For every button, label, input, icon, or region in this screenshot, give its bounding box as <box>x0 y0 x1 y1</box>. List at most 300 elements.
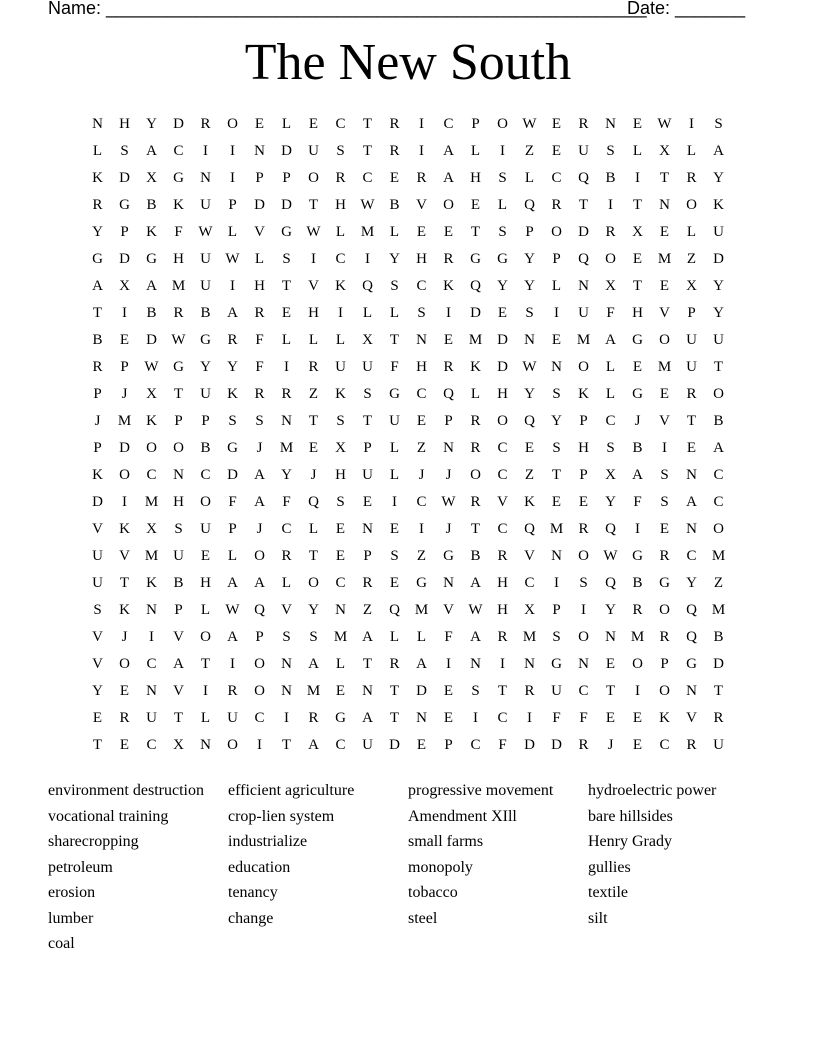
grid-letter: S <box>282 251 291 267</box>
grid-letter: P <box>120 224 129 240</box>
grid-letter: Y <box>713 278 724 294</box>
grid-letter: D <box>497 332 508 348</box>
grid-letter: T <box>281 278 292 294</box>
grid-letter: T <box>362 143 373 159</box>
grid-letter: G <box>281 224 292 240</box>
grid-letter: M <box>144 548 159 564</box>
grid-letter: L <box>470 143 481 159</box>
grid-letter: U <box>335 359 346 375</box>
page-title: The New South <box>244 34 572 91</box>
grid-letter: J <box>121 629 128 645</box>
grid-letter: Q <box>686 629 697 645</box>
grid-letter: C <box>173 143 184 159</box>
grid-letter: J <box>256 521 263 537</box>
grid-letter: S <box>255 413 264 429</box>
grid-letter: R <box>200 116 211 132</box>
grid-letter: R <box>578 116 589 132</box>
grid-letter: I <box>230 143 235 159</box>
grid-letter: K <box>443 278 454 294</box>
grid-letter: O <box>146 440 157 456</box>
grid-letter: U <box>92 548 103 564</box>
grid-letter: V <box>254 224 265 240</box>
grid-letter: L <box>227 224 238 240</box>
grid-letter: E <box>659 521 670 537</box>
grid-letter: R <box>308 710 319 726</box>
grid-letter: R <box>686 737 697 753</box>
grid-letter: L <box>470 386 481 402</box>
grid-letter: Z <box>416 440 427 456</box>
grid-letter: B <box>605 170 616 186</box>
grid-letter: A <box>254 575 265 591</box>
grid-letter: I <box>122 494 127 510</box>
grid-letter: S <box>498 224 507 240</box>
grid-letter: T <box>686 413 697 429</box>
word-list-item: bare hillsides <box>588 807 673 825</box>
grid-letter: B <box>713 629 724 645</box>
grid-letter: O <box>551 224 562 240</box>
grid-letter: P <box>282 170 291 186</box>
grid-letter: P <box>201 413 210 429</box>
grid-row <box>84 138 734 165</box>
grid-letter: T <box>497 683 508 699</box>
grid-letter: E <box>632 737 643 753</box>
grid-letter: U <box>308 143 319 159</box>
grid-letter: E <box>389 521 400 537</box>
grid-letter: M <box>333 629 348 645</box>
grid-letter: M <box>360 224 375 240</box>
grid-letter: X <box>605 467 616 483</box>
grid-letter: I <box>689 116 694 132</box>
grid-letter: O <box>173 440 184 456</box>
grid-row <box>84 543 734 570</box>
grid-letter: H <box>254 278 265 294</box>
grid-letter: F <box>255 359 264 375</box>
grid-letter: Y <box>713 170 724 186</box>
grid-letter: H <box>497 602 508 618</box>
grid-letter: A <box>254 467 265 483</box>
grid-letter: S <box>552 386 561 402</box>
grid-letter: V <box>443 602 454 618</box>
grid-letter: J <box>94 413 101 429</box>
grid-letter: T <box>92 737 103 753</box>
grid-letter: E <box>632 116 643 132</box>
grid-letter: I <box>257 737 262 753</box>
grid-letter: Q <box>605 575 616 591</box>
grid-letter: N <box>281 683 292 699</box>
grid-letter: N <box>416 710 427 726</box>
grid-letter: Q <box>443 386 454 402</box>
grid-letter: Y <box>605 494 616 510</box>
grid-letter: Y <box>713 305 724 321</box>
grid-letter: S <box>660 494 669 510</box>
word-list-item: vocational training <box>48 807 169 825</box>
grid-letter: R <box>659 629 670 645</box>
grid-letter: P <box>255 170 264 186</box>
grid-letter: N <box>659 197 670 213</box>
grid-letter: N <box>416 332 427 348</box>
grid-letter: W <box>522 359 537 375</box>
grid-letter: Y <box>281 467 292 483</box>
grid-letter: L <box>686 143 697 159</box>
grid-letter: I <box>284 359 289 375</box>
grid-letter: E <box>551 494 562 510</box>
grid-letter: T <box>173 386 184 402</box>
grid-letter: N <box>524 656 535 672</box>
grid-letter: T <box>605 683 616 699</box>
grid-letter: K <box>146 413 157 429</box>
grid-letter: Y <box>686 575 697 591</box>
grid-letter: L <box>497 197 508 213</box>
grid-letter: M <box>279 440 294 456</box>
grid-letter: P <box>444 413 453 429</box>
grid-letter: M <box>576 332 591 348</box>
grid-letter: U <box>362 467 373 483</box>
grid-letter: O <box>659 683 670 699</box>
grid-letter: L <box>227 548 238 564</box>
grid-letter: C <box>659 737 670 753</box>
grid-letter: V <box>659 413 670 429</box>
grid-letter: Q <box>578 170 589 186</box>
grid-letter: Y <box>524 386 535 402</box>
grid-letter: V <box>659 305 670 321</box>
grid-letter: C <box>713 494 724 510</box>
grid-letter: E <box>200 548 211 564</box>
grid-row <box>84 246 734 273</box>
grid-letter: C <box>524 575 535 591</box>
word-list-column <box>48 778 204 957</box>
grid-letter: Q <box>578 251 589 267</box>
grid-letter: Y <box>524 278 535 294</box>
grid-letter: O <box>632 656 643 672</box>
grid-letter: Q <box>524 413 535 429</box>
grid-letter: L <box>281 575 292 591</box>
grid-letter: R <box>92 359 103 375</box>
grid-letter: J <box>634 413 641 429</box>
grid-letter: U <box>200 278 211 294</box>
grid-letter: F <box>579 710 588 726</box>
grid-row <box>84 570 734 597</box>
word-list-item: textile <box>588 884 628 901</box>
grid-letter: M <box>711 602 726 618</box>
grid-letter: E <box>659 224 670 240</box>
grid-letter: O <box>605 251 616 267</box>
grid-letter: R <box>281 548 292 564</box>
grid-letter: R <box>497 548 508 564</box>
grid-letter: P <box>579 467 588 483</box>
grid-letter: K <box>470 359 481 375</box>
grid-letter: C <box>146 656 157 672</box>
grid-letter: R <box>470 494 481 510</box>
grid-letter: L <box>389 440 400 456</box>
grid-letter: L <box>605 386 616 402</box>
grid-letter: G <box>632 386 643 402</box>
grid-letter: F <box>282 494 291 510</box>
grid-letter: G <box>173 359 184 375</box>
grid-letter: Q <box>470 278 481 294</box>
grid-letter: A <box>362 629 373 645</box>
grid-letter: T <box>389 683 400 699</box>
grid-letter: M <box>549 521 564 537</box>
grid-letter: Z <box>686 251 697 267</box>
grid-letter: K <box>578 386 589 402</box>
grid-letter: G <box>470 251 481 267</box>
grid-letter: T <box>308 548 319 564</box>
word-search-grid <box>84 111 734 759</box>
grid-letter: D <box>389 737 400 753</box>
grid-letter: S <box>714 116 723 132</box>
grid-letter: Q <box>605 521 616 537</box>
grid-letter: U <box>200 251 211 267</box>
grid-letter: E <box>443 224 454 240</box>
grid-letter: F <box>552 710 561 726</box>
grid-letter: S <box>390 548 399 564</box>
grid-letter: S <box>606 143 615 159</box>
grid-letter: L <box>335 332 346 348</box>
grid-letter: T <box>713 359 724 375</box>
grid-letter: W <box>171 332 186 348</box>
grid-letter: L <box>254 251 265 267</box>
grid-letter: A <box>713 440 724 456</box>
grid-letter: H <box>497 386 508 402</box>
grid-letter: I <box>446 305 451 321</box>
grid-letter: R <box>389 656 400 672</box>
grid-letter: T <box>119 575 130 591</box>
grid-letter: M <box>468 332 483 348</box>
grid-letter: A <box>254 494 265 510</box>
grid-letter: W <box>522 116 537 132</box>
grid-letter: D <box>497 359 508 375</box>
grid-letter: T <box>632 278 643 294</box>
grid-letter: S <box>471 683 480 699</box>
grid-letter: A <box>173 656 184 672</box>
grid-letter: F <box>228 494 237 510</box>
grid-letter: V <box>173 683 184 699</box>
grid-letter: O <box>713 521 724 537</box>
grid-letter: C <box>443 116 454 132</box>
grid-letter: K <box>335 278 346 294</box>
grid-letter: N <box>470 656 481 672</box>
grid-letter: L <box>686 224 697 240</box>
grid-letter: L <box>632 143 643 159</box>
word-list-item: monopoly <box>408 858 473 876</box>
grid-letter: C <box>497 710 508 726</box>
grid-letter: I <box>311 251 316 267</box>
grid-letter: I <box>149 629 154 645</box>
grid-letter: Q <box>389 602 400 618</box>
grid-letter: C <box>497 521 508 537</box>
grid-letter: N <box>146 602 157 618</box>
grid-letter: N <box>173 467 184 483</box>
grid-letter: I <box>635 170 640 186</box>
grid-letter: S <box>417 305 426 321</box>
grid-letter: X <box>119 278 130 294</box>
grid-letter: F <box>606 305 615 321</box>
grid-letter: W <box>144 359 159 375</box>
name-field-label: Name: ______________________________________________________ <box>48 0 647 18</box>
grid-letter: E <box>443 332 454 348</box>
grid-letter: P <box>552 602 561 618</box>
grid-letter: I <box>527 710 532 726</box>
grid-letter: E <box>524 440 535 456</box>
grid-letter: T <box>470 521 481 537</box>
grid-letter: U <box>200 197 211 213</box>
grid-letter: Z <box>524 143 535 159</box>
grid-letter: D <box>416 683 427 699</box>
grid-row <box>84 273 734 300</box>
grid-row <box>84 624 734 651</box>
grid-row <box>84 435 734 462</box>
grid-letter: Y <box>389 251 400 267</box>
grid-letter: U <box>92 575 103 591</box>
grid-letter: V <box>686 710 697 726</box>
word-list-item: education <box>228 858 291 876</box>
grid-letter: S <box>336 413 345 429</box>
grid-letter: Q <box>308 494 319 510</box>
grid-letter: T <box>281 737 292 753</box>
grid-letter: C <box>416 386 427 402</box>
grid-letter: S <box>336 494 345 510</box>
grid-letter: W <box>468 602 483 618</box>
grid-letter: H <box>119 116 130 132</box>
grid-letter: K <box>92 170 103 186</box>
grid-letter: T <box>92 305 103 321</box>
grid-letter: A <box>146 278 157 294</box>
grid-letter: C <box>497 467 508 483</box>
word-list-item: coal <box>48 935 75 952</box>
grid-letter: Z <box>713 575 724 591</box>
grid-letter: O <box>578 548 589 564</box>
grid-letter: K <box>119 521 130 537</box>
grid-letter: S <box>552 440 561 456</box>
grid-letter: X <box>524 602 535 618</box>
word-list-item: small farms <box>408 833 484 850</box>
grid-letter: Y <box>200 359 211 375</box>
grid-letter: U <box>713 332 724 348</box>
grid-letter: M <box>711 548 726 564</box>
grid-letter: A <box>308 737 319 753</box>
grid-letter: N <box>551 548 562 564</box>
grid-letter: A <box>470 575 481 591</box>
word-list-item: sharecropping <box>48 833 139 850</box>
grid-letter: D <box>92 494 103 510</box>
grid-letter: E <box>335 548 346 564</box>
grid-letter: E <box>335 521 346 537</box>
grid-letter: S <box>498 170 507 186</box>
grid-letter: I <box>554 575 559 591</box>
grid-letter: E <box>632 359 643 375</box>
grid-letter: B <box>713 413 724 429</box>
grid-letter: C <box>578 683 589 699</box>
grid-letter: E <box>632 710 643 726</box>
grid-letter: A <box>227 575 238 591</box>
grid-letter: M <box>306 683 321 699</box>
word-list-item: progressive movement <box>408 782 554 799</box>
grid-letter: O <box>659 602 670 618</box>
grid-row <box>84 192 734 219</box>
grid-letter: J <box>418 467 425 483</box>
grid-row <box>84 732 734 759</box>
grid-letter: N <box>686 521 697 537</box>
grid-letter: O <box>659 332 670 348</box>
grid-letter: A <box>713 143 724 159</box>
grid-letter: Q <box>362 278 373 294</box>
grid-letter: C <box>335 251 346 267</box>
grid-letter: S <box>390 278 399 294</box>
grid-row <box>84 408 734 435</box>
grid-letter: T <box>632 197 643 213</box>
grid-letter: X <box>659 143 670 159</box>
grid-letter: T <box>362 656 373 672</box>
grid-letter: B <box>92 332 103 348</box>
grid-letter: Q <box>524 521 535 537</box>
grid-letter: R <box>173 305 184 321</box>
grid-letter: H <box>497 575 508 591</box>
grid-row <box>84 597 734 624</box>
grid-letter: O <box>200 494 211 510</box>
grid-letter: P <box>687 305 696 321</box>
grid-letter: G <box>551 656 562 672</box>
grid-letter: K <box>119 602 130 618</box>
grid-letter: E <box>416 737 427 753</box>
grid-letter: C <box>146 737 157 753</box>
grid-letter: I <box>500 143 505 159</box>
grid-letter: P <box>525 224 534 240</box>
grid-letter: R <box>632 602 643 618</box>
grid-letter: N <box>362 683 373 699</box>
grid-letter: G <box>443 548 454 564</box>
grid-letter: W <box>657 116 672 132</box>
grid-letter: P <box>363 548 372 564</box>
grid-letter: E <box>605 656 616 672</box>
grid-letter: X <box>605 278 616 294</box>
grid-letter: E <box>416 413 427 429</box>
grid-letter: O <box>497 116 508 132</box>
grid-letter: R <box>578 521 589 537</box>
grid-letter: S <box>120 143 129 159</box>
grid-letter: C <box>200 467 211 483</box>
word-list-item: hydroelectric power <box>588 782 717 799</box>
grid-letter: R <box>416 170 427 186</box>
grid-letter: E <box>254 116 265 132</box>
grid-letter: Z <box>308 386 319 402</box>
grid-letter: A <box>227 629 238 645</box>
grid-letter: U <box>389 413 400 429</box>
grid-letter: F <box>255 332 264 348</box>
grid-letter: T <box>362 413 373 429</box>
grid-letter: C <box>254 710 265 726</box>
grid-letter: U <box>227 710 238 726</box>
grid-letter: V <box>173 629 184 645</box>
grid-letter: N <box>605 629 616 645</box>
grid-letter: O <box>686 197 697 213</box>
grid-letter: D <box>470 305 481 321</box>
grid-letter: D <box>281 197 292 213</box>
grid-letter: E <box>389 575 400 591</box>
word-list-item: efficient agriculture <box>228 782 355 799</box>
grid-letter: L <box>389 305 400 321</box>
grid-letter: W <box>198 224 213 240</box>
grid-letter: R <box>497 629 508 645</box>
grid-letter: P <box>255 629 264 645</box>
grid-letter: B <box>389 197 400 213</box>
grid-letter: R <box>605 224 616 240</box>
grid-letter: T <box>470 224 481 240</box>
grid-letter: A <box>686 494 697 510</box>
grid-letter: S <box>606 440 615 456</box>
grid-letter: D <box>119 251 130 267</box>
grid-letter: R <box>686 386 697 402</box>
word-list-column <box>408 778 553 931</box>
